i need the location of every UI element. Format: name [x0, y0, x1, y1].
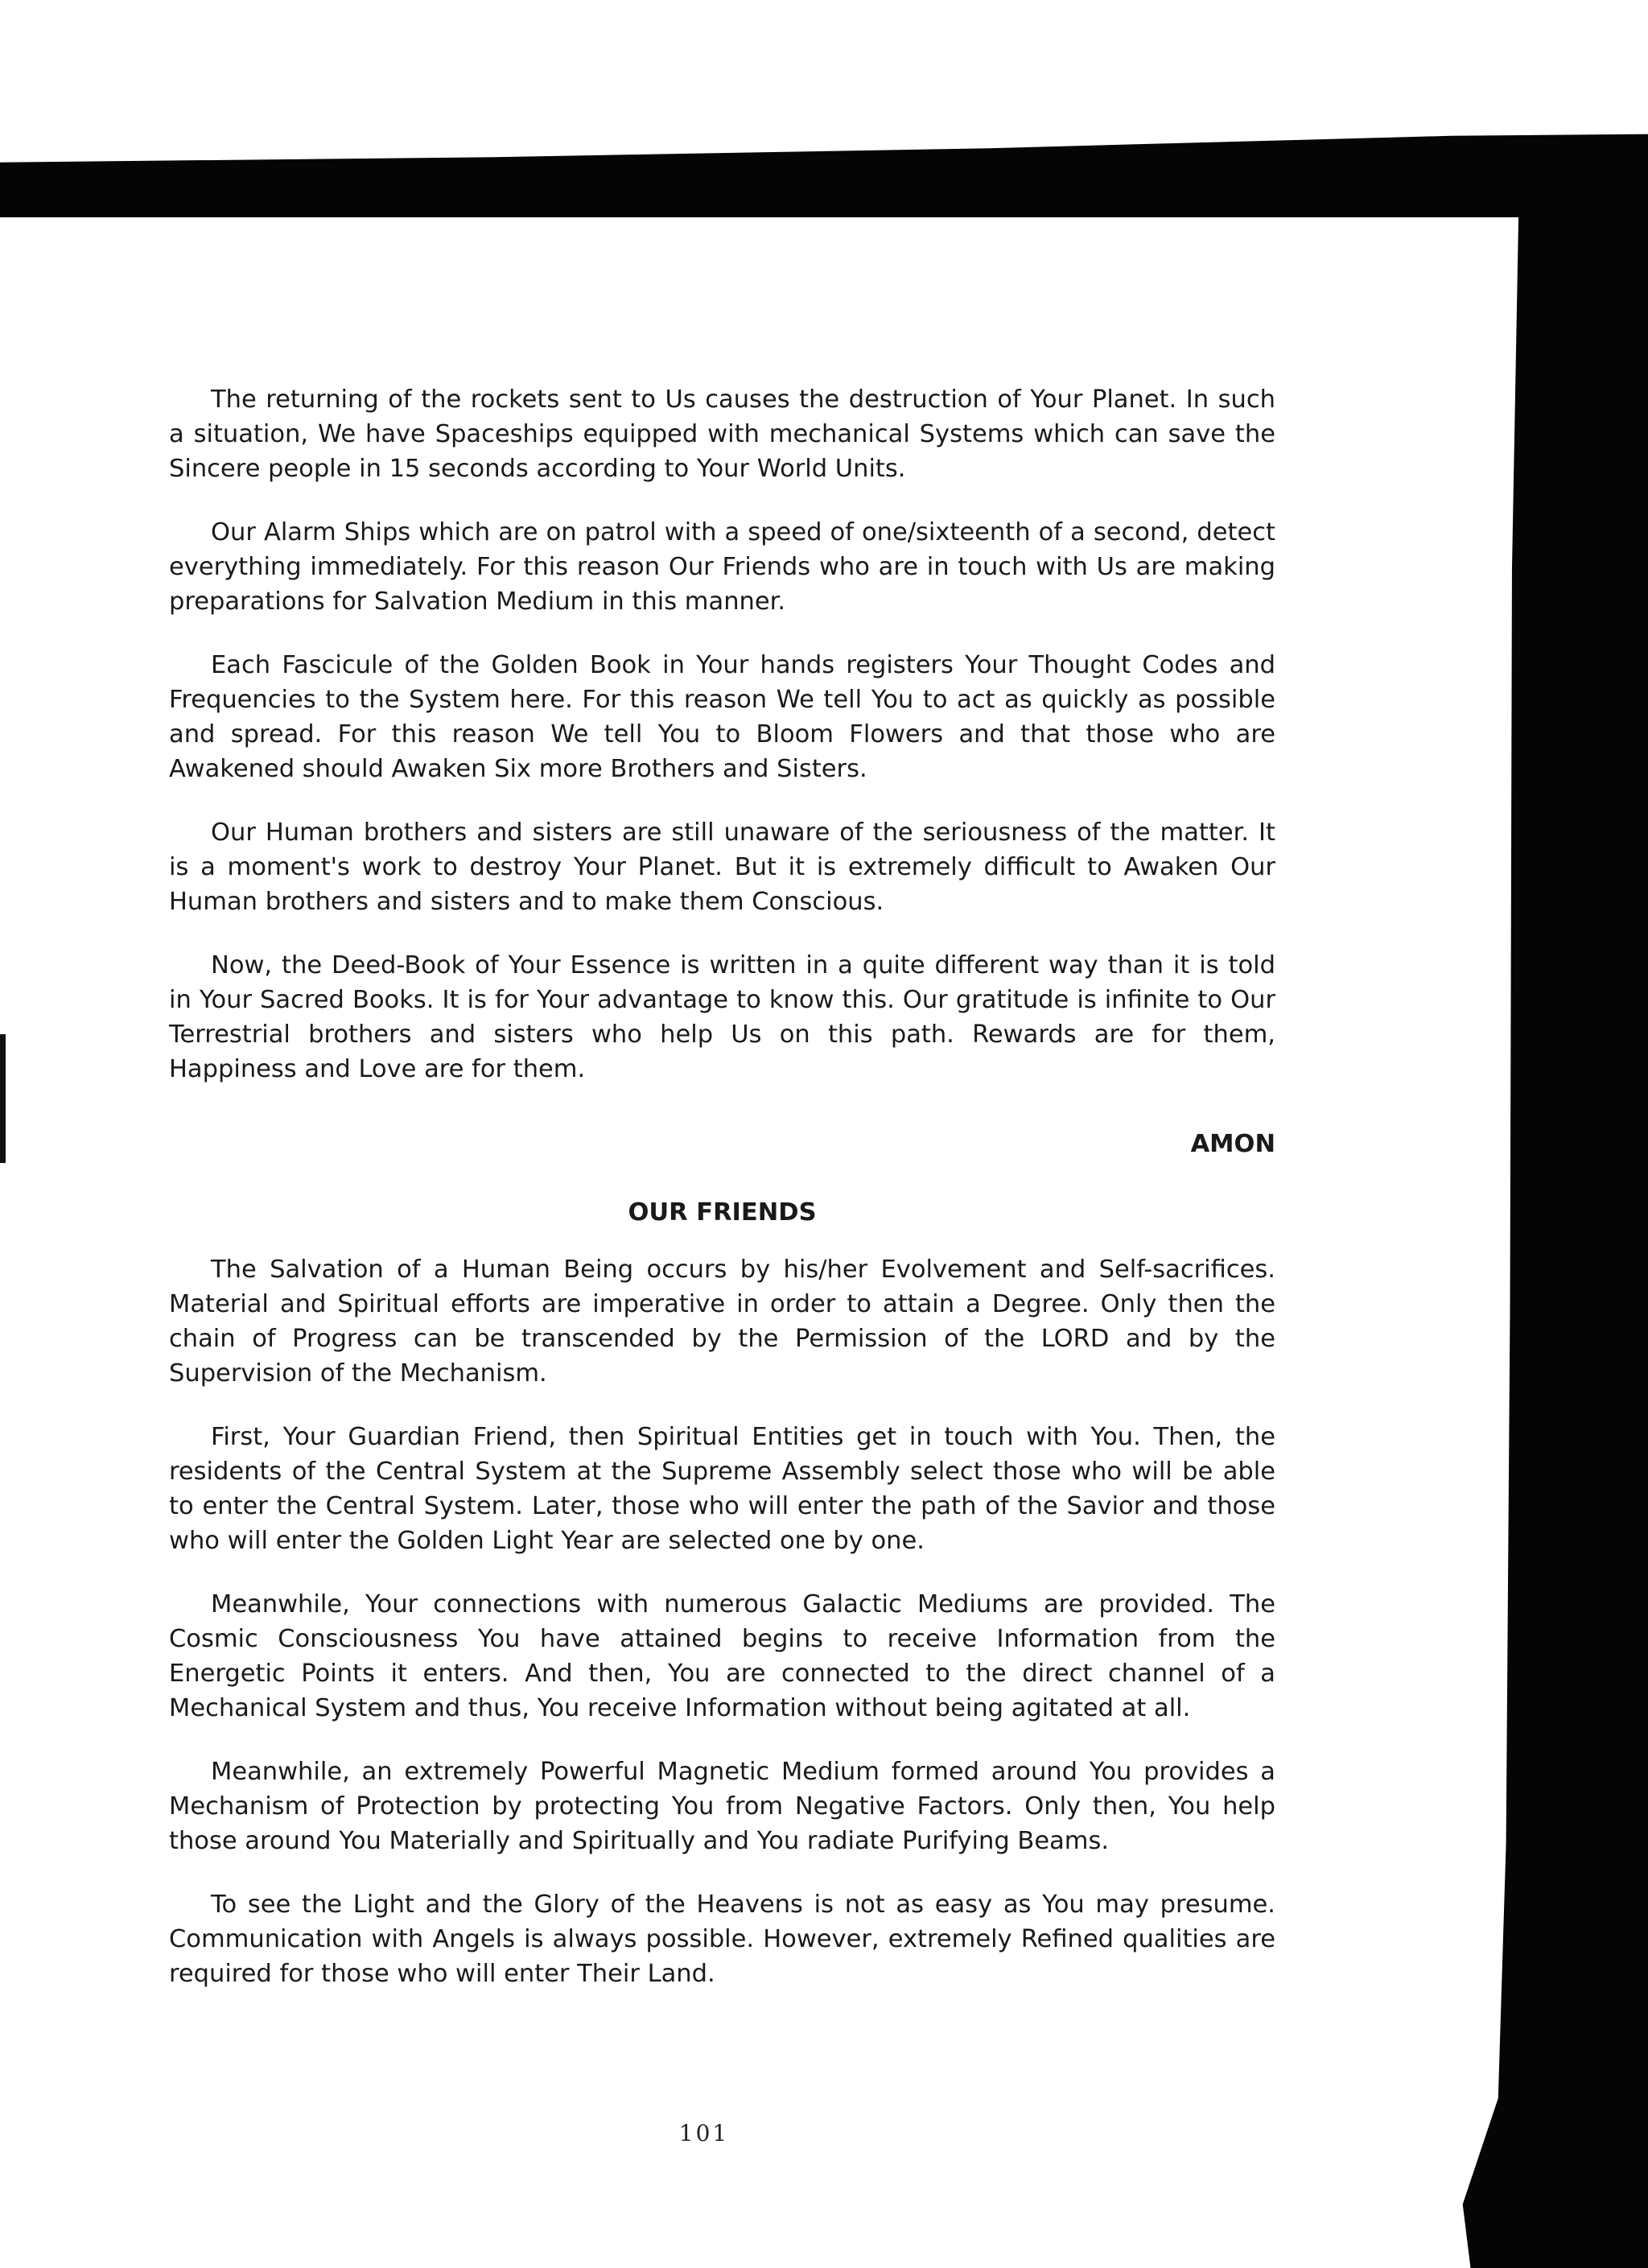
paragraph: Our Human brothers and sisters are still unaware of the seriousness of the matter. It is a moment's work to destroy Your Planet. But it is extremely difficult to Awaken Our Human brothers and sisters and to make them Conscious. — [169, 819, 1275, 916]
scan-shadow-top — [0, 129, 1648, 217]
scan-shadow-right — [1451, 145, 1648, 2268]
section-title: OUR FRIENDS — [628, 1198, 817, 1227]
scan-shadow-left — [0, 1034, 6, 1163]
page-number: 101 — [678, 2120, 730, 2146]
paragraph: First, Your Guardian Friend, then Spiritual Entities get in touch with You. Then, the residents of the Central System at the Supreme Assembly select those who will be able to enter the Central System. Later, those who will enter the path of the Savior and those who will enter the Golden Light Year are selected one by one. — [169, 1423, 1275, 1555]
paragraph: The returning of the rockets sent to Us causes the destruction of Your Planet. In such a situation, We have Spaceships equipped with mechanical Systems which can save the Sincere people in 15 seconds according to Your World Units. — [169, 386, 1275, 483]
paragraph: Meanwhile, an extremely Powerful Magnetic Medium formed around You provides a Mechanism of Protection by protecting You from Negative Factors. Only then, You help those around You Materially and Spiritually and You radiate Purifying Beams. — [169, 1758, 1275, 1855]
paragraph: Now, the Deed-Book of Your Essence is written in a quite different way than it is told in Your Sacred Books. It is for Your advantage to know this. Our gratitude is infinite to Our Terrestrial brothers and sisters who help Us on this path. Rewards are for them, Happiness and Love are for them. — [169, 951, 1275, 1083]
signature: AMON — [1190, 1130, 1275, 1158]
paragraph: Our Alarm Ships which are on patrol with a speed of one/sixteenth of a second, detect everything immediately. For this reason Our Friends who are in touch with Us are making preparations for Salvation Medium in this manner. — [169, 518, 1275, 616]
paragraph: The Salvation of a Human Being occurs by his/her Evolvement and Self-sacrifices. Material and Spiritual efforts are imperative in order to attain a Degree. Only then the chain of Progress can be transcended by the Permission of the LORD and by the Supervision of the Mechanism. — [169, 1256, 1275, 1388]
paragraph: To see the Light and the Glory of the Heavens is not as easy as You may presume. Communication with Angels is always possible. However, extremely Refined qualities are required for those who will enter Their Land. — [169, 1891, 1275, 1988]
page-body — [169, 382, 1275, 2020]
paragraph: Meanwhile, Your connections with numerous Galactic Mediums are provided. The Cosmic Consciousness You have attained begins to receive Information from the Energetic Points it enters. And then, You are connected to the direct channel of a Mechanical System and thus, You receive Information without being agitated at all. — [169, 1590, 1275, 1722]
paragraph: Each Fascicule of the Golden Book in Your hands registers Your Thought Codes and Frequencies to the System here. For this reason We tell You to act as quickly as possible and spread. For this reason We tell You to Bloom Flowers and that those who are Awakened should Awaken Six more Brothers and Sisters. — [169, 651, 1275, 783]
